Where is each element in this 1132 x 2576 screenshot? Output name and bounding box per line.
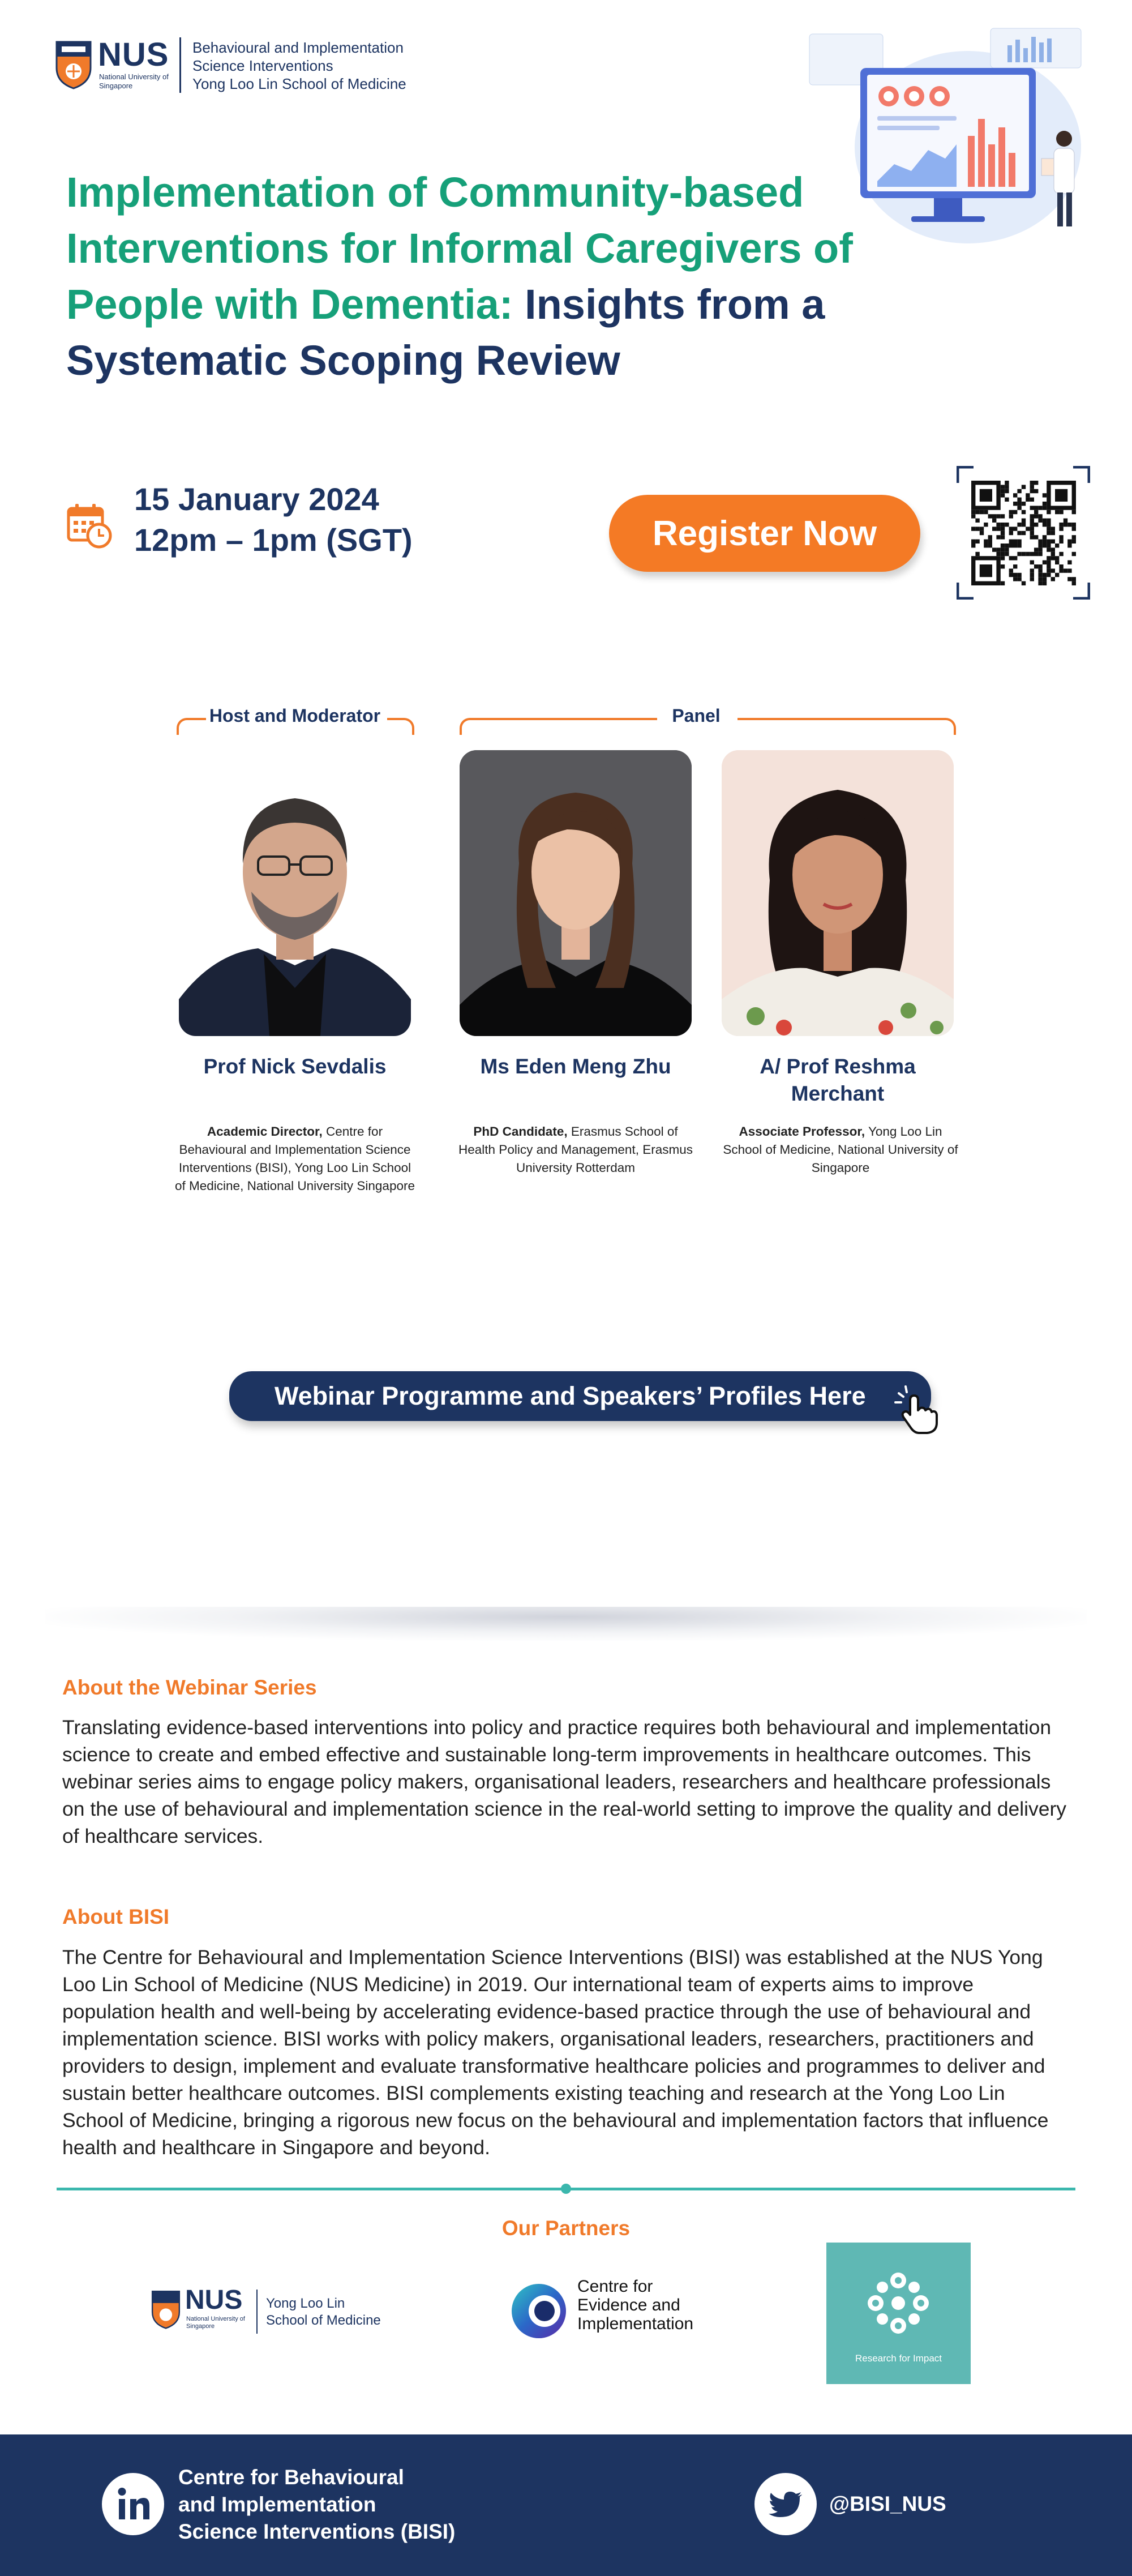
- qr-module: [1038, 581, 1042, 585]
- qr-module: [1017, 552, 1021, 556]
- nus-crest-icon: [150, 2290, 182, 2329]
- speaker-name: [705, 1053, 971, 1107]
- qr-module: [1022, 510, 1026, 514]
- qr-module: [1017, 544, 1021, 547]
- qr-module: [1005, 489, 1009, 493]
- qr-module: [1043, 493, 1047, 497]
- qr-finder-center: [1055, 489, 1067, 502]
- qr-module: [1022, 531, 1026, 535]
- qr-module: [1013, 556, 1017, 560]
- speaker-photo-reshma-merchant: [722, 750, 954, 1036]
- qr-module: [1038, 564, 1042, 568]
- qr-module: [1009, 568, 1013, 572]
- qr-module: [1009, 531, 1013, 535]
- qr-module: [1030, 531, 1034, 535]
- qr-module: [1001, 552, 1005, 556]
- qr-module: [992, 547, 996, 551]
- qr-module: [1009, 527, 1013, 530]
- qr-module: [1038, 552, 1042, 556]
- qr-module: [1030, 573, 1034, 577]
- qr-module: [996, 552, 1000, 556]
- qr-module: [1030, 489, 1034, 493]
- nus-medicine-line: School of Medicine: [266, 2313, 381, 2328]
- footer-org-line: Science Interventions (BISI): [178, 2520, 456, 2543]
- qr-module: [1043, 581, 1047, 585]
- qr-module: [992, 527, 996, 530]
- qr-module: [1047, 573, 1050, 577]
- qr-module: [1067, 540, 1071, 544]
- qr-module: [1034, 489, 1038, 493]
- qr-module: [1030, 519, 1034, 523]
- qr-module: [1026, 552, 1030, 556]
- speaker-photo-eden-meng-zhu: [460, 750, 692, 1036]
- qr-module: [1030, 481, 1034, 485]
- qr-module: [1017, 489, 1021, 493]
- qr-module: [975, 527, 979, 530]
- qr-module: [1059, 527, 1063, 530]
- qr-module: [984, 540, 988, 544]
- qr-module: [996, 523, 1000, 527]
- qr-module: [971, 544, 975, 547]
- qr-module: [1017, 573, 1021, 577]
- qr-module: [1038, 544, 1042, 547]
- bisi-name-line: Behavioural and Implementation: [192, 39, 404, 56]
- qr-module: [1001, 544, 1005, 547]
- webinar-title: [66, 164, 887, 388]
- nus-bisi-logo: [54, 35, 450, 97]
- nus-wordmark: NUS: [98, 36, 169, 73]
- qr-module: [1051, 547, 1055, 551]
- qr-module: [971, 510, 975, 514]
- partners-divider-dot: [561, 2184, 571, 2194]
- panel-label: Panel: [672, 705, 721, 726]
- qr-module: [1005, 552, 1009, 556]
- rfi-label: Research for Impact: [855, 2353, 942, 2364]
- qr-module: [1026, 527, 1030, 530]
- qr-module: [1013, 510, 1017, 514]
- qr-module: [1005, 523, 1009, 527]
- speaker-photo-nick-sevdalis: [179, 750, 411, 1036]
- speaker-portrait: [179, 750, 411, 1036]
- logo-divider: [256, 2290, 258, 2334]
- qr-module: [1064, 568, 1067, 572]
- qr-module: [1005, 481, 1009, 485]
- webinar-title-main: Implementation of Community-based Interventions for Informal Caregivers of People with Dementia:: [66, 169, 853, 328]
- qr-module: [1022, 519, 1026, 523]
- qr-module: [1072, 523, 1076, 527]
- nus-full-name: National University of Singapore: [186, 2316, 245, 2330]
- qr-module: [1030, 568, 1034, 572]
- qr-module: [1022, 502, 1026, 506]
- nus-medicine-line: Yong Loo Lin: [266, 2296, 345, 2311]
- qr-module: [1026, 498, 1030, 502]
- qr-module: [1043, 540, 1047, 544]
- qr-module: [1009, 573, 1013, 577]
- qr-module: [1059, 510, 1063, 514]
- qr-module: [1038, 577, 1042, 581]
- qr-module: [992, 514, 996, 518]
- panel-bracket-right: [737, 718, 956, 735]
- qr-module: [1001, 547, 1005, 551]
- speaker-name-text: A/ Prof Reshma Merchant: [760, 1055, 916, 1105]
- qr-module: [984, 544, 988, 547]
- qr-module: [1022, 581, 1026, 585]
- qr-module: [1030, 560, 1034, 564]
- cei-name-line: Evidence and: [577, 2296, 680, 2314]
- speaker-org: Centre for Behavioural and Implementation Science Interventions (BISI), Yong Loo Lin School of Medicine, National University Singapore: [175, 1124, 415, 1193]
- panel-bracket-left: [460, 718, 657, 735]
- speaker-name: Prof Nick Sevdalis: [203, 1055, 387, 1078]
- qr-module: [1017, 498, 1021, 502]
- cei-name: [577, 2277, 693, 2333]
- qr-module: [980, 510, 984, 514]
- qr-module: [1005, 498, 1009, 502]
- qr-module: [988, 540, 992, 544]
- about-bisi-body: The Centre for Behavioural and Implementation Science Interventions (BISI) was established at the NUS Yong Loo Lin School of Medicine (NUS Medicine) in 2019. Our international team of experts aims to improve population health and well-being by accelerating evidence-based practice through the use of behavioural and implementation science. BISI works with policy makers, organisational leaders, researchers, practitioners and providers to design, implement and evaluate transformative healthcare policies and programmes to deliver and sustain better healthcare outcomes. BISI complements existing teaching and research at the Yong Loo Lin School of Medicine, bringing a rigorous new focus on the behavioural and implementation factors that influence health and healthcare in Singapore and beyond.: [62, 1946, 1049, 2159]
- event-datetime: [66, 479, 462, 564]
- qr-module: [975, 540, 979, 544]
- qr-module: [1043, 577, 1047, 581]
- qr-module: [1059, 552, 1063, 556]
- partner-logo-cei[interactable]: [509, 2275, 713, 2343]
- qr-module: [1038, 519, 1042, 523]
- bisi-name-line: Science Interventions: [192, 57, 333, 74]
- linkedin-glyph: [102, 2473, 164, 2535]
- webinar-title-sub: Insights from a Systematic Scoping Review: [66, 281, 825, 384]
- qr-module: [1072, 581, 1076, 585]
- qr-module: [1038, 573, 1042, 577]
- speaker-affiliation: [454, 1123, 697, 1177]
- qr-finder-center: [980, 489, 992, 502]
- qr-module: [1013, 502, 1017, 506]
- qr-finder-center: [980, 564, 992, 577]
- qr-module: [1047, 527, 1050, 530]
- speaker-affiliation: [173, 1123, 417, 1195]
- qr-module: [1067, 568, 1071, 572]
- rfi-emblem-icon: [861, 2266, 935, 2340]
- qr-module: [988, 535, 992, 539]
- qr-module: [1047, 519, 1050, 523]
- qr-module: [1013, 544, 1017, 547]
- qr-module: [1043, 523, 1047, 527]
- qr-module: [1038, 506, 1042, 510]
- qr-module: [1005, 544, 1009, 547]
- qr-module: [1051, 577, 1055, 581]
- twitter-handle[interactable]: @BISI_NUS: [829, 2492, 946, 2515]
- qr-module: [1047, 540, 1050, 544]
- qr-module: [992, 519, 996, 523]
- qr-module: [1059, 535, 1063, 539]
- qr-module: [1009, 510, 1013, 514]
- speaker-portrait: [460, 750, 692, 1036]
- qr-module: [1055, 573, 1059, 577]
- qr-module: [1022, 523, 1026, 527]
- qr-module: [1034, 547, 1038, 551]
- qr-module: [1001, 493, 1005, 497]
- partners-heading: Our Partners: [501, 2216, 631, 2240]
- qr-module: [1034, 535, 1038, 539]
- host-moderator-label: Host and Moderator: [209, 705, 381, 726]
- qr-module: [1043, 544, 1047, 547]
- qr-module: [1017, 540, 1021, 544]
- event-date-time: [134, 479, 413, 560]
- qr-module: [1001, 489, 1005, 493]
- qr-module: [1009, 540, 1013, 544]
- qr-module: [1009, 514, 1013, 518]
- about-bisi-heading: About BISI: [62, 1905, 170, 1928]
- qr-module: [1034, 523, 1038, 527]
- qr-module: [1017, 577, 1021, 581]
- speaker-affiliation: [719, 1123, 962, 1177]
- qr-module: [975, 519, 979, 523]
- speaker-org: Yong Loo Lin School of Medicine, National University of Singapore: [723, 1124, 958, 1175]
- qr-module: [1038, 547, 1042, 551]
- qr-module: [1055, 510, 1059, 514]
- about-series-heading: About the Webinar Series: [62, 1676, 317, 1699]
- qr-module: [1022, 485, 1026, 489]
- webinar-programme-button[interactable]: Webinar Programme and Speakers’ Profiles Here: [229, 1371, 931, 1421]
- footer: [0, 2434, 1132, 2576]
- qr-module: [980, 531, 984, 535]
- speaker-role: Academic Director,: [207, 1124, 323, 1139]
- speaker-role: PhD Candidate,: [473, 1124, 568, 1139]
- twitter-bird-glyph: [754, 2473, 817, 2535]
- qr-module: [1047, 560, 1050, 564]
- qr-module: [1030, 535, 1034, 539]
- speaker-portrait: [722, 750, 954, 1036]
- qr-module: [1030, 552, 1034, 556]
- logo-divider: [179, 37, 181, 93]
- qr-module: [1001, 527, 1005, 530]
- qr-module: [1067, 523, 1071, 527]
- bisi-name-line: Yong Loo Lin School of Medicine: [192, 75, 406, 92]
- qr-module: [1072, 540, 1076, 544]
- qr-module: [996, 535, 1000, 539]
- speaker-role: Associate Professor,: [739, 1124, 865, 1139]
- qr-module: [1022, 552, 1026, 556]
- register-now-button[interactable]: Register Now: [609, 495, 920, 572]
- cei-ring-icon: [509, 2282, 572, 2340]
- qr-module: [1047, 531, 1050, 535]
- qr-module: [1059, 564, 1063, 568]
- qr-module: [1051, 540, 1055, 544]
- qr-module: [1034, 564, 1038, 568]
- nus-full-name: National University of Singapore: [99, 72, 169, 90]
- qr-module: [996, 527, 1000, 530]
- qr-module: [1051, 568, 1055, 572]
- qr-module: [1047, 523, 1050, 527]
- qr-module: [1043, 506, 1047, 510]
- qr-module: [1034, 552, 1038, 556]
- footer-org-line: Centre for Behavioural: [178, 2466, 404, 2489]
- about-series-body: Translating evidence-based interventions into policy and practice requires both behavioural and implementation science to create and embed effective and sustainable long-term improvements in healthcare outcomes. This webinar series aims to engage policy makers, organisational leaders, researchers and healthcare professionals on the use of behavioural and implementation science in the real-world setting to improve the quality and delivery of healthcare services.: [62, 1716, 1067, 1847]
- qr-module: [975, 510, 979, 514]
- qr-module: [1043, 502, 1047, 506]
- qr-module: [1009, 544, 1013, 547]
- qr-module: [1043, 519, 1047, 523]
- qr-module: [1051, 527, 1055, 530]
- calendar-clock-icon: [66, 503, 113, 549]
- qr-module: [1030, 527, 1034, 530]
- qr-module: [996, 514, 1000, 518]
- qr-module: [980, 527, 984, 530]
- qr-module: [1067, 560, 1071, 564]
- qr-module: [1034, 481, 1038, 485]
- qr-module: [1013, 527, 1017, 530]
- footer-org-name: [178, 2464, 495, 2545]
- event-time: 12pm – 1pm (SGT): [134, 522, 413, 558]
- qr-module: [1072, 577, 1076, 581]
- qr-module: [1026, 493, 1030, 497]
- partner-logo-nus-medicine[interactable]: [150, 2286, 399, 2343]
- qr-module: [1047, 568, 1050, 572]
- qr-module: [1067, 544, 1071, 547]
- qr-code-icon: [957, 466, 1090, 600]
- qr-module: [1005, 485, 1009, 489]
- qr-module: [1043, 535, 1047, 539]
- qr-module: [1059, 523, 1063, 527]
- qr-module: [1030, 485, 1034, 489]
- speaker-name: Ms Eden Meng Zhu: [480, 1055, 671, 1078]
- qr-module: [1051, 552, 1055, 556]
- qr-module: [1030, 506, 1034, 510]
- qr-module: [971, 540, 975, 544]
- qr-module: [1047, 544, 1050, 547]
- qr-module: [1072, 535, 1076, 539]
- qr-module: [1059, 540, 1063, 544]
- event-date: 15 January 2024: [134, 481, 379, 517]
- qr-module: [1059, 568, 1063, 572]
- qr-module: [1030, 577, 1034, 581]
- section-divider: [45, 1607, 1087, 1641]
- qr-module: [1072, 510, 1076, 514]
- nus-crest-icon: [54, 40, 93, 89]
- qr-module: [988, 544, 992, 547]
- qr-module: [1034, 506, 1038, 510]
- hand-cursor-icon: [893, 1383, 938, 1434]
- qr-module: [971, 514, 975, 518]
- qr-module: [1013, 493, 1017, 497]
- qr-module: [1001, 485, 1005, 489]
- qr-module: [1034, 510, 1038, 514]
- partner-logo-research-for-impact[interactable]: [826, 2243, 971, 2384]
- qr-module: [1001, 531, 1005, 535]
- qr-module: [1051, 556, 1055, 560]
- qr-module: [1047, 547, 1050, 551]
- qr-module: [1055, 560, 1059, 564]
- bisi-name: [192, 38, 458, 93]
- qr-module: [1064, 523, 1067, 527]
- qr-module: [1009, 556, 1013, 560]
- qr-module: [975, 552, 979, 556]
- speaker-org: Erasmus School of Health Policy and Management, Erasmus University Rotterdam: [458, 1124, 693, 1175]
- qr-module: [971, 527, 975, 530]
- qr-module: [1047, 510, 1050, 514]
- qr-module: [1043, 573, 1047, 577]
- qr-module: [1055, 556, 1059, 560]
- qr-module: [1017, 523, 1021, 527]
- qr-module: [1047, 564, 1050, 568]
- cei-name-line: Centre for: [577, 2277, 653, 2296]
- qr-module: [1001, 535, 1005, 539]
- qr-module: [1038, 514, 1042, 518]
- qr-module: [1017, 531, 1021, 535]
- qr-module: [1030, 514, 1034, 518]
- qr-module: [1013, 573, 1017, 577]
- qr-module: [1013, 540, 1017, 544]
- registration-qr-code[interactable]: [957, 466, 1090, 600]
- qr-module: [1005, 547, 1009, 551]
- qr-module: [1013, 564, 1017, 568]
- qr-module: [1017, 502, 1021, 506]
- qr-module: [984, 523, 988, 527]
- host-bracket-left: [177, 718, 206, 735]
- qr-module: [1051, 531, 1055, 535]
- qr-module: [1064, 519, 1067, 523]
- qr-module: [1038, 540, 1042, 544]
- qr-module: [996, 547, 1000, 551]
- cei-name-line: Implementation: [577, 2314, 694, 2333]
- qr-module: [1072, 552, 1076, 556]
- qr-module: [1017, 506, 1021, 510]
- twitter-icon[interactable]: [754, 2473, 817, 2535]
- qr-module: [1030, 498, 1034, 502]
- qr-module: [988, 514, 992, 518]
- qr-module: [1001, 556, 1005, 560]
- qr-module: [1001, 523, 1005, 527]
- host-bracket-right: [387, 718, 414, 735]
- qr-module: [1072, 527, 1076, 530]
- qr-module: [1055, 544, 1059, 547]
- nus-wordmark: NUS: [185, 2285, 243, 2315]
- qr-module: [1043, 560, 1047, 564]
- nus-medicine-name: [266, 2295, 381, 2329]
- qr-module: [1001, 564, 1005, 568]
- qr-module: [1047, 556, 1050, 560]
- qr-module: [1038, 568, 1042, 572]
- linkedin-icon[interactable]: [102, 2473, 164, 2535]
- qr-module: [1001, 514, 1005, 518]
- qr-module: [1034, 514, 1038, 518]
- qr-module: [984, 510, 988, 514]
- qr-module: [1067, 577, 1071, 581]
- footer-org-line: and Implementation: [178, 2493, 376, 2516]
- qr-module: [1013, 577, 1017, 581]
- qr-module: [1030, 523, 1034, 527]
- qr-module: [1001, 581, 1005, 585]
